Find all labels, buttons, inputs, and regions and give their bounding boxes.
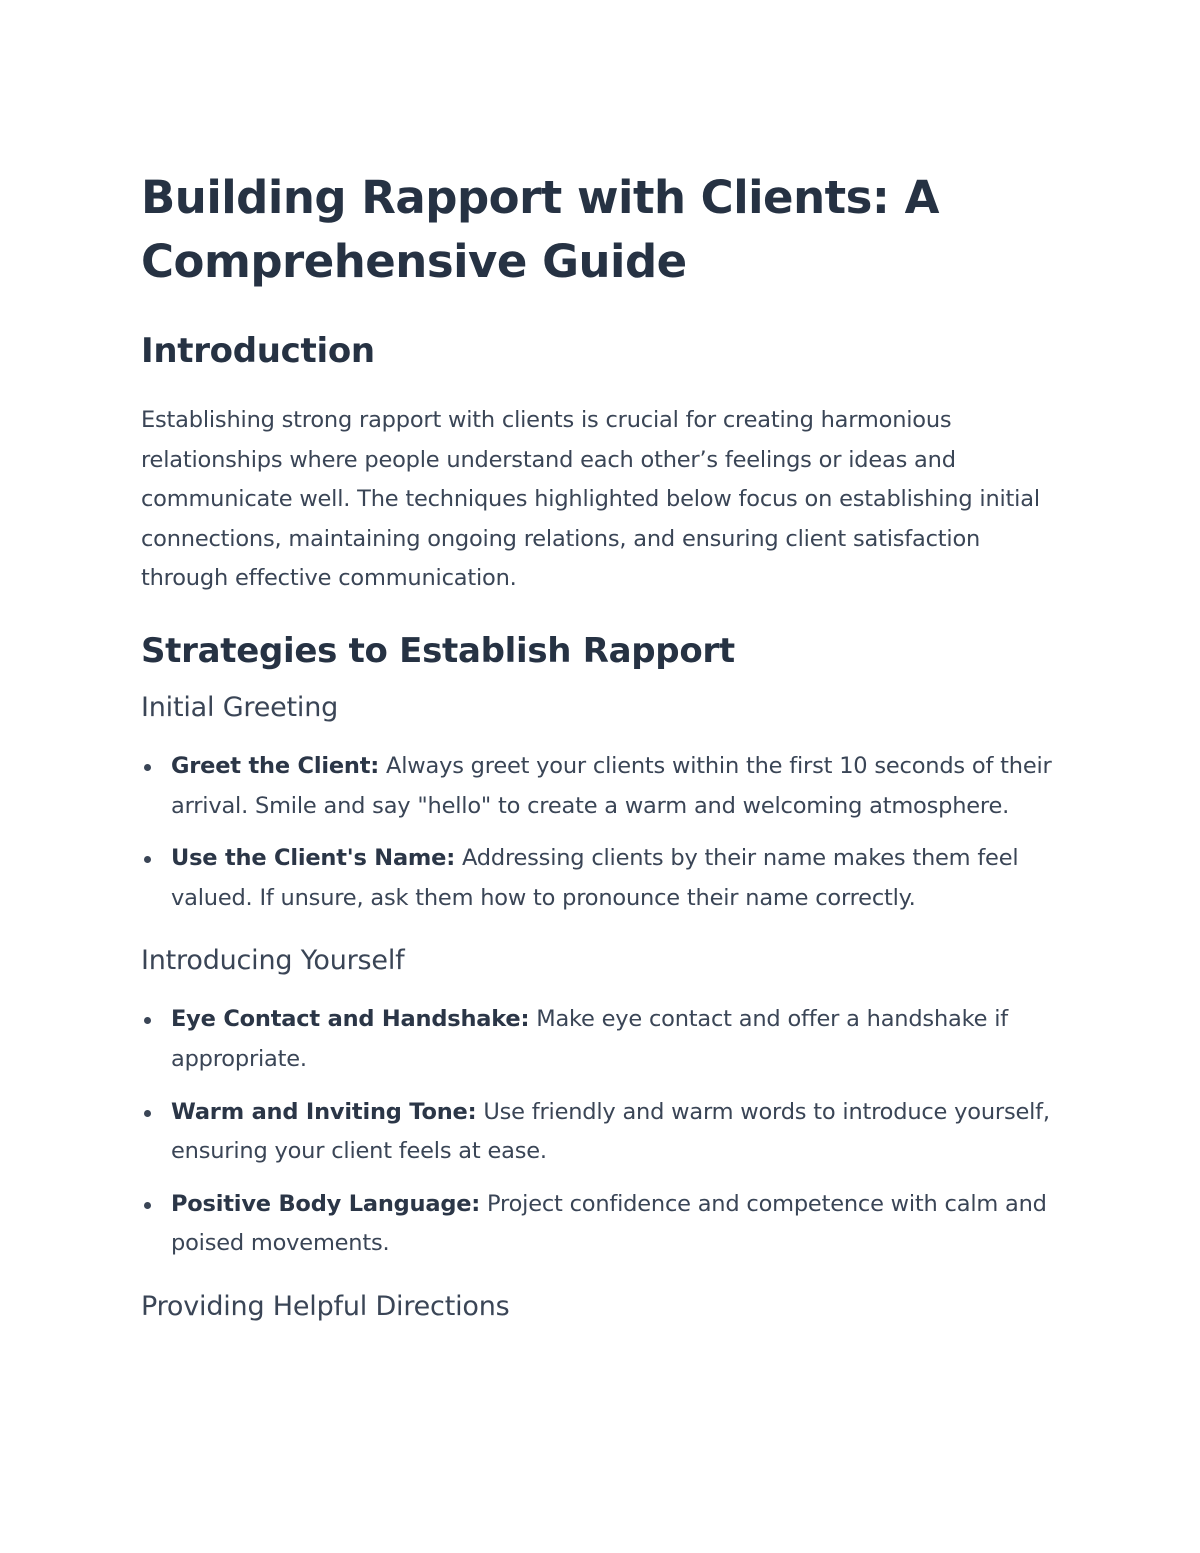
list-item-label: Eye Contact and Handshake: (171, 1006, 530, 1033)
introduction-paragraph: Establishing strong rapport with clients is crucial for creating harmonious relationships where people understand each other’s feelings or ideas and communicate well. The techniques highlighted below focus on establishing initial connections, maintaining ongoing relations, and ensuring client satisfaction through effective communication. (141, 407, 1040, 592)
bullet-icon (144, 764, 151, 771)
document-page (141, 166, 1071, 1326)
introducing-yourself-heading: Introducing Yourself (141, 945, 405, 977)
introducing-yourself-list (141, 1000, 1071, 1264)
list-item (141, 1000, 1071, 1079)
bullet-icon (144, 1110, 151, 1117)
bullet-icon (144, 856, 151, 863)
list-item-text: Make eye contact and offer a handshake if appropriate. (171, 1006, 1008, 1072)
bullet-icon (144, 1017, 151, 1024)
helpful-directions-heading: Providing Helpful Directions (141, 1290, 510, 1322)
list-item (141, 839, 1071, 918)
list-item-label: Warm and Inviting Tone: (171, 1098, 477, 1125)
initial-greeting-heading: Initial Greeting (141, 691, 339, 723)
list-item (141, 1185, 1071, 1264)
list-item-text: Addressing clients by their name makes them feel valued. If unsure, ask them how to pronounce their name correctly. (171, 845, 1019, 911)
introduction-heading: Introduction (141, 331, 375, 371)
strategies-heading: Strategies to Establish Rapport (141, 630, 735, 671)
list-item-label: Use the Client's Name: (171, 845, 456, 872)
list-item-text: Use friendly and warm words to introduce yourself, ensuring your client feels at ease. (171, 1098, 1050, 1165)
initial-greeting-list (141, 747, 1071, 918)
bullet-icon (144, 1202, 151, 1209)
list-item (141, 1093, 1071, 1172)
list-item-text: Always greet your clients within the first 10 seconds of their arrival. Smile and say "hello" to create a warm and welcoming atmosphere. (171, 752, 1052, 819)
list-item-text: Project confidence and competence with calm and poised movements. (171, 1190, 1047, 1257)
list-item (141, 747, 1071, 826)
document-title: Building Rapport with Clients: A Comprehensive Guide (141, 171, 939, 288)
list-item-label: Greet the Client: (171, 752, 380, 779)
list-item-label: Positive Body Language: (171, 1190, 481, 1217)
